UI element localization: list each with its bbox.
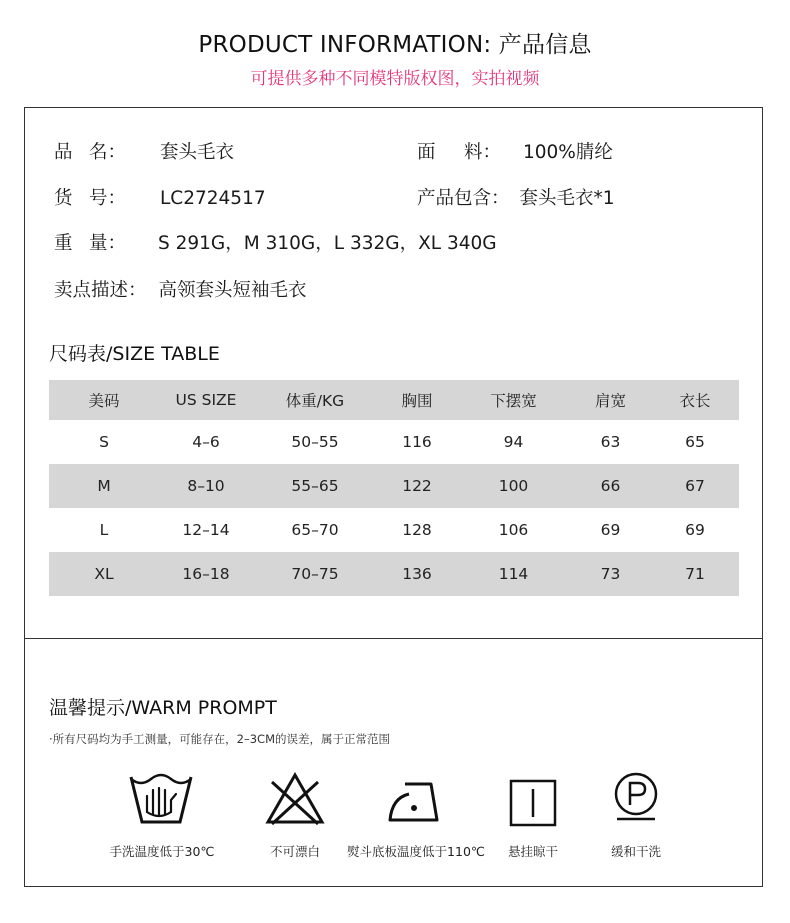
table-header: 衣长 [679,392,711,410]
table-cell: 67 [685,477,705,495]
info-selling-value: 高领套头短袖毛衣 [158,280,307,301]
table-header: 美码 [88,392,120,410]
table-cell: 66 [600,477,621,495]
size-table-header-row [49,380,739,420]
table-cell: 114 [498,565,529,583]
line-dry-icon [509,779,557,827]
size-table [49,380,739,596]
info-selling-label: 卖点描述： [54,280,147,301]
table-cell: XL [94,565,114,583]
table-cell: 65 [685,433,705,451]
info-fabric-value: 100%腈纶 [523,142,613,163]
no-bleach-icon [264,772,326,826]
table-header: 胸围 [401,392,433,410]
table-cell: 100 [498,477,529,495]
section-divider [24,638,763,639]
info-fabric-label: 面 料： [417,142,501,163]
size-table-title: 尺码表/SIZE TABLE [49,343,220,365]
table-cell: 73 [600,565,621,583]
table-cell: 16–18 [182,565,230,583]
info-name-row [54,138,234,164]
table-cell: 71 [685,565,705,583]
table-cell: 94 [503,433,524,451]
care-label: 手洗温度低于30℃ [109,844,215,859]
iron-low-icon [387,778,443,824]
care-label: 熨斗底板温度低于110℃ [347,844,485,859]
info-sku-row [54,184,266,210]
measurement-note: ·所有尺码均为手工测量，可能存在，2–3CM的误差，属于正常范围 [49,732,390,746]
warm-prompt-title: 温馨提示/WARM PROMPT [49,697,277,719]
table-cell: 122 [402,477,432,495]
table-header: 下摆宽 [490,392,537,410]
table-cell: 136 [402,565,432,583]
table-cell: 55–65 [291,477,339,495]
table-cell: 4–6 [192,433,220,451]
info-includes-value: 套头毛衣*1 [519,188,615,209]
table-cell: 50–55 [291,433,339,451]
table-cell: 106 [498,521,529,539]
table-cell: 69 [600,521,621,539]
table-cell: 12–14 [182,521,230,539]
table-header: US SIZE [175,391,237,409]
table-cell: 65–70 [291,521,339,539]
page-title: PRODUCT INFORMATION: 产品信息 [198,32,592,58]
table-cell: 63 [600,433,621,451]
table-header: 体重/KG [285,392,345,410]
table-cell: 116 [402,433,432,451]
info-sku-label: 货 号： [54,188,126,209]
care-label: 悬挂晾干 [507,844,558,859]
info-weight-label: 重 量： [54,233,126,254]
info-weight-row [54,229,497,255]
care-label: 缓和干洗 [610,844,661,859]
table-cell: M [97,477,111,495]
table-row [49,420,739,464]
table-row [49,464,739,508]
info-includes-row [417,184,615,210]
info-selling-row [54,276,307,302]
info-weight-value: S 291G，M 310G，L 332G，XL 340G [158,233,497,254]
hand-wash-icon [128,772,194,828]
table-row [49,508,739,552]
table-cell: 70–75 [291,565,339,583]
info-includes-label: 产品包含： [417,188,510,209]
table-cell: L [99,521,109,539]
info-fabric-row [417,138,613,164]
care-label: 不可漂白 [269,844,320,859]
info-name-value: 套头毛衣 [160,142,235,163]
page-subtitle: 可提供多种不同模特版权图，实拍视频 [250,69,540,89]
table-cell: S [99,433,109,451]
info-sku-value: LC2724517 [160,188,266,209]
table-cell: 8–10 [187,477,225,495]
table-cell: 69 [685,521,705,539]
gentle-dry-clean-icon [611,772,661,822]
table-header: 肩宽 [594,392,626,410]
info-name-label: 品 名： [54,142,126,163]
table-row [49,552,739,596]
table-cell: 128 [402,521,432,539]
